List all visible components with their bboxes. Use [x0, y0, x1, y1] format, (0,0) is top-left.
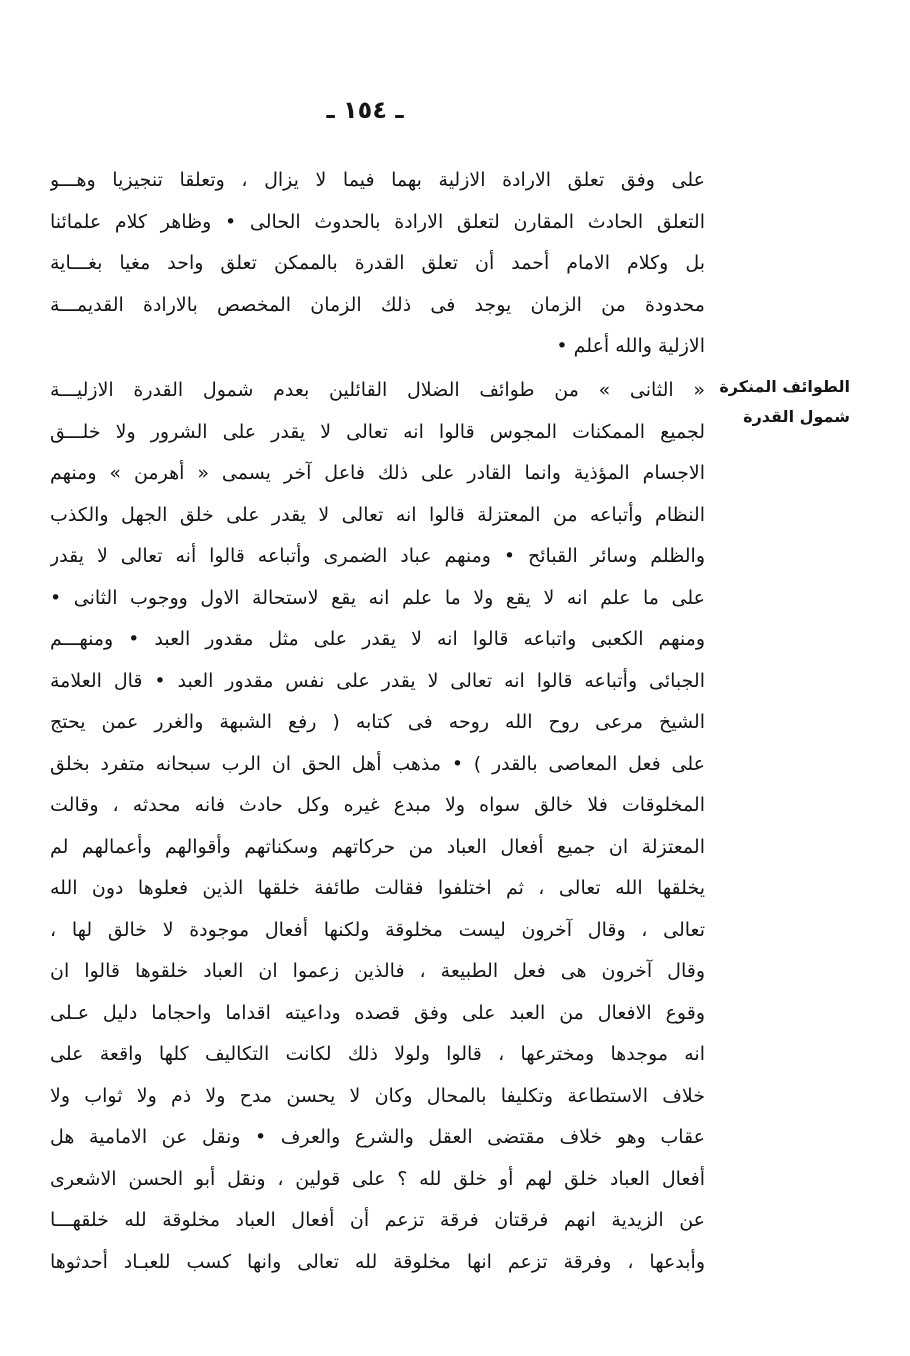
- text-line: يخلقها الله تعالى ، ثم اختلفوا فقالت طائفة خلقها الذين فعلوها دون الله: [50, 877, 705, 899]
- text-line: المعتزلة ان جميع أفعال العباد من حركاتهم وسكناتهم وأقوالهم وأعمالهم لم: [50, 835, 705, 858]
- text-line: وقال آخرون هى فعل الطبيعة ، فالذين زعموا ان العباد خلقوها قالوا ان: [50, 960, 705, 982]
- text-line: عقاب وهو خلاف مقتضى العقل والشرع والعرف • ونقل عن الامامية هل: [50, 1126, 705, 1148]
- text-line: « الثانى » من طوائف الضلال القائلين بعدم شمول القدرة الازليـــة: [50, 379, 705, 401]
- text-line: على ما علم انه لا يقع ولا ما علم انه يقع لاستحالة الاول ووجوب الثانى •: [50, 586, 705, 609]
- text-line: الجبائى وأتباعه قالوا انه تعالى لا يقدر على نفس مقدور العبد • قال العلامة: [50, 669, 705, 692]
- margin-note-line-1: الطوائف المنكرة: [719, 377, 850, 396]
- text-line: خلاف الاستطاعة وتكليفا بالمحال وكان لا يحسن مدح ولا ذم ولا ثواب ولا: [50, 1084, 705, 1107]
- text-line: النظام وأتباعه من المعتزلة قالوا انه تعالى لا يقدر على خلق الجهل والكذب: [50, 503, 705, 526]
- text-line: عن الزيدية انهم فرقتان فرقة تزعم أن أفعال العباد مخلوقة لله خلقهـــا: [50, 1209, 705, 1231]
- text-line: وقوع الافعال من العبد على وفق قصده وداعيته اقداما واحجاما دليل عـلى: [50, 1001, 705, 1024]
- text-line: على وفق تعلق الارادة الازلية بهما فيما لا يزال ، وتعلقا تنجيزيا وهـــو: [50, 169, 705, 191]
- text-line: الشيخ مرعى روح الله روحه فى كتابه ( رفع الشبهة والغرر عمن يحتج: [50, 711, 705, 733]
- text-line: محدودة من الزمان يوجد فى ذلك الزمان المخصص بالارادة القديمـــة: [50, 293, 705, 316]
- paragraph-2: [50, 370, 705, 1283]
- text-line: انه موجدها ومخترعها ، قالوا ولولا ذلك لكانت التكاليف كلها واقعة على: [50, 1043, 705, 1065]
- text-line: ومنهم الكعبى واتباعه قالوا انه لا يقدر على مثل مقدور العبد • ومنهـــم: [50, 628, 705, 650]
- text-line: الازلية والله أعلم •: [556, 335, 705, 357]
- page-number: ـ ١٥٤ ـ: [326, 96, 404, 124]
- text-line: وأبدعها ، وفرقة تزعم انها مخلوقة لله تعالى وانها كسب للعبـاد أحدثوها: [50, 1250, 705, 1273]
- text-line: التعلق الحادث المقارن لتعلق الارادة بالحدوث الحالى • وظاهر كلام علمائنا: [50, 210, 705, 233]
- margin-note: [710, 372, 850, 432]
- text-line: لجميع الممكنات المجوس قالوا انه تعالى لا يقدر على الشرور ولا خلـــق: [50, 420, 705, 443]
- text-line: الاجسام المؤذية وانما القادر على ذلك فاعل آخر يسمى « أهرمن » ومنهم: [50, 462, 705, 484]
- text-line: والظلم وسائر القبائح • ومنهم عباد الضمرى وأتباعه قالوا أنه تعالى لا يقدر: [50, 545, 705, 567]
- text-line: أفعال العباد خلق لهم أو خلق لله ؟ على قولين ، ونقل أبو الحسن الاشعرى: [50, 1167, 705, 1190]
- text-line: المخلوقات فلا خالق سواه ولا مبدع غيره وكل حادث فانه محدثه ، وقالت: [50, 794, 705, 816]
- text-line: تعالى ، وقال آخرون ليست مخلوقة ولكنها أفعال موجودة لا خالق لها ،: [50, 918, 705, 941]
- text-line: بل وكلام الامام أحمد أن تعلق القدرة بالممكن تعلق واحد مغيا بغـــاية: [50, 252, 705, 274]
- text-line: على فعل المعاصى بالقدر ) • مذهب أهل الحق ان الرب سبحانه متفرد بخلق: [50, 752, 705, 775]
- paragraph-1: [50, 160, 705, 368]
- margin-note-line-2: شمول القدرة: [743, 407, 850, 426]
